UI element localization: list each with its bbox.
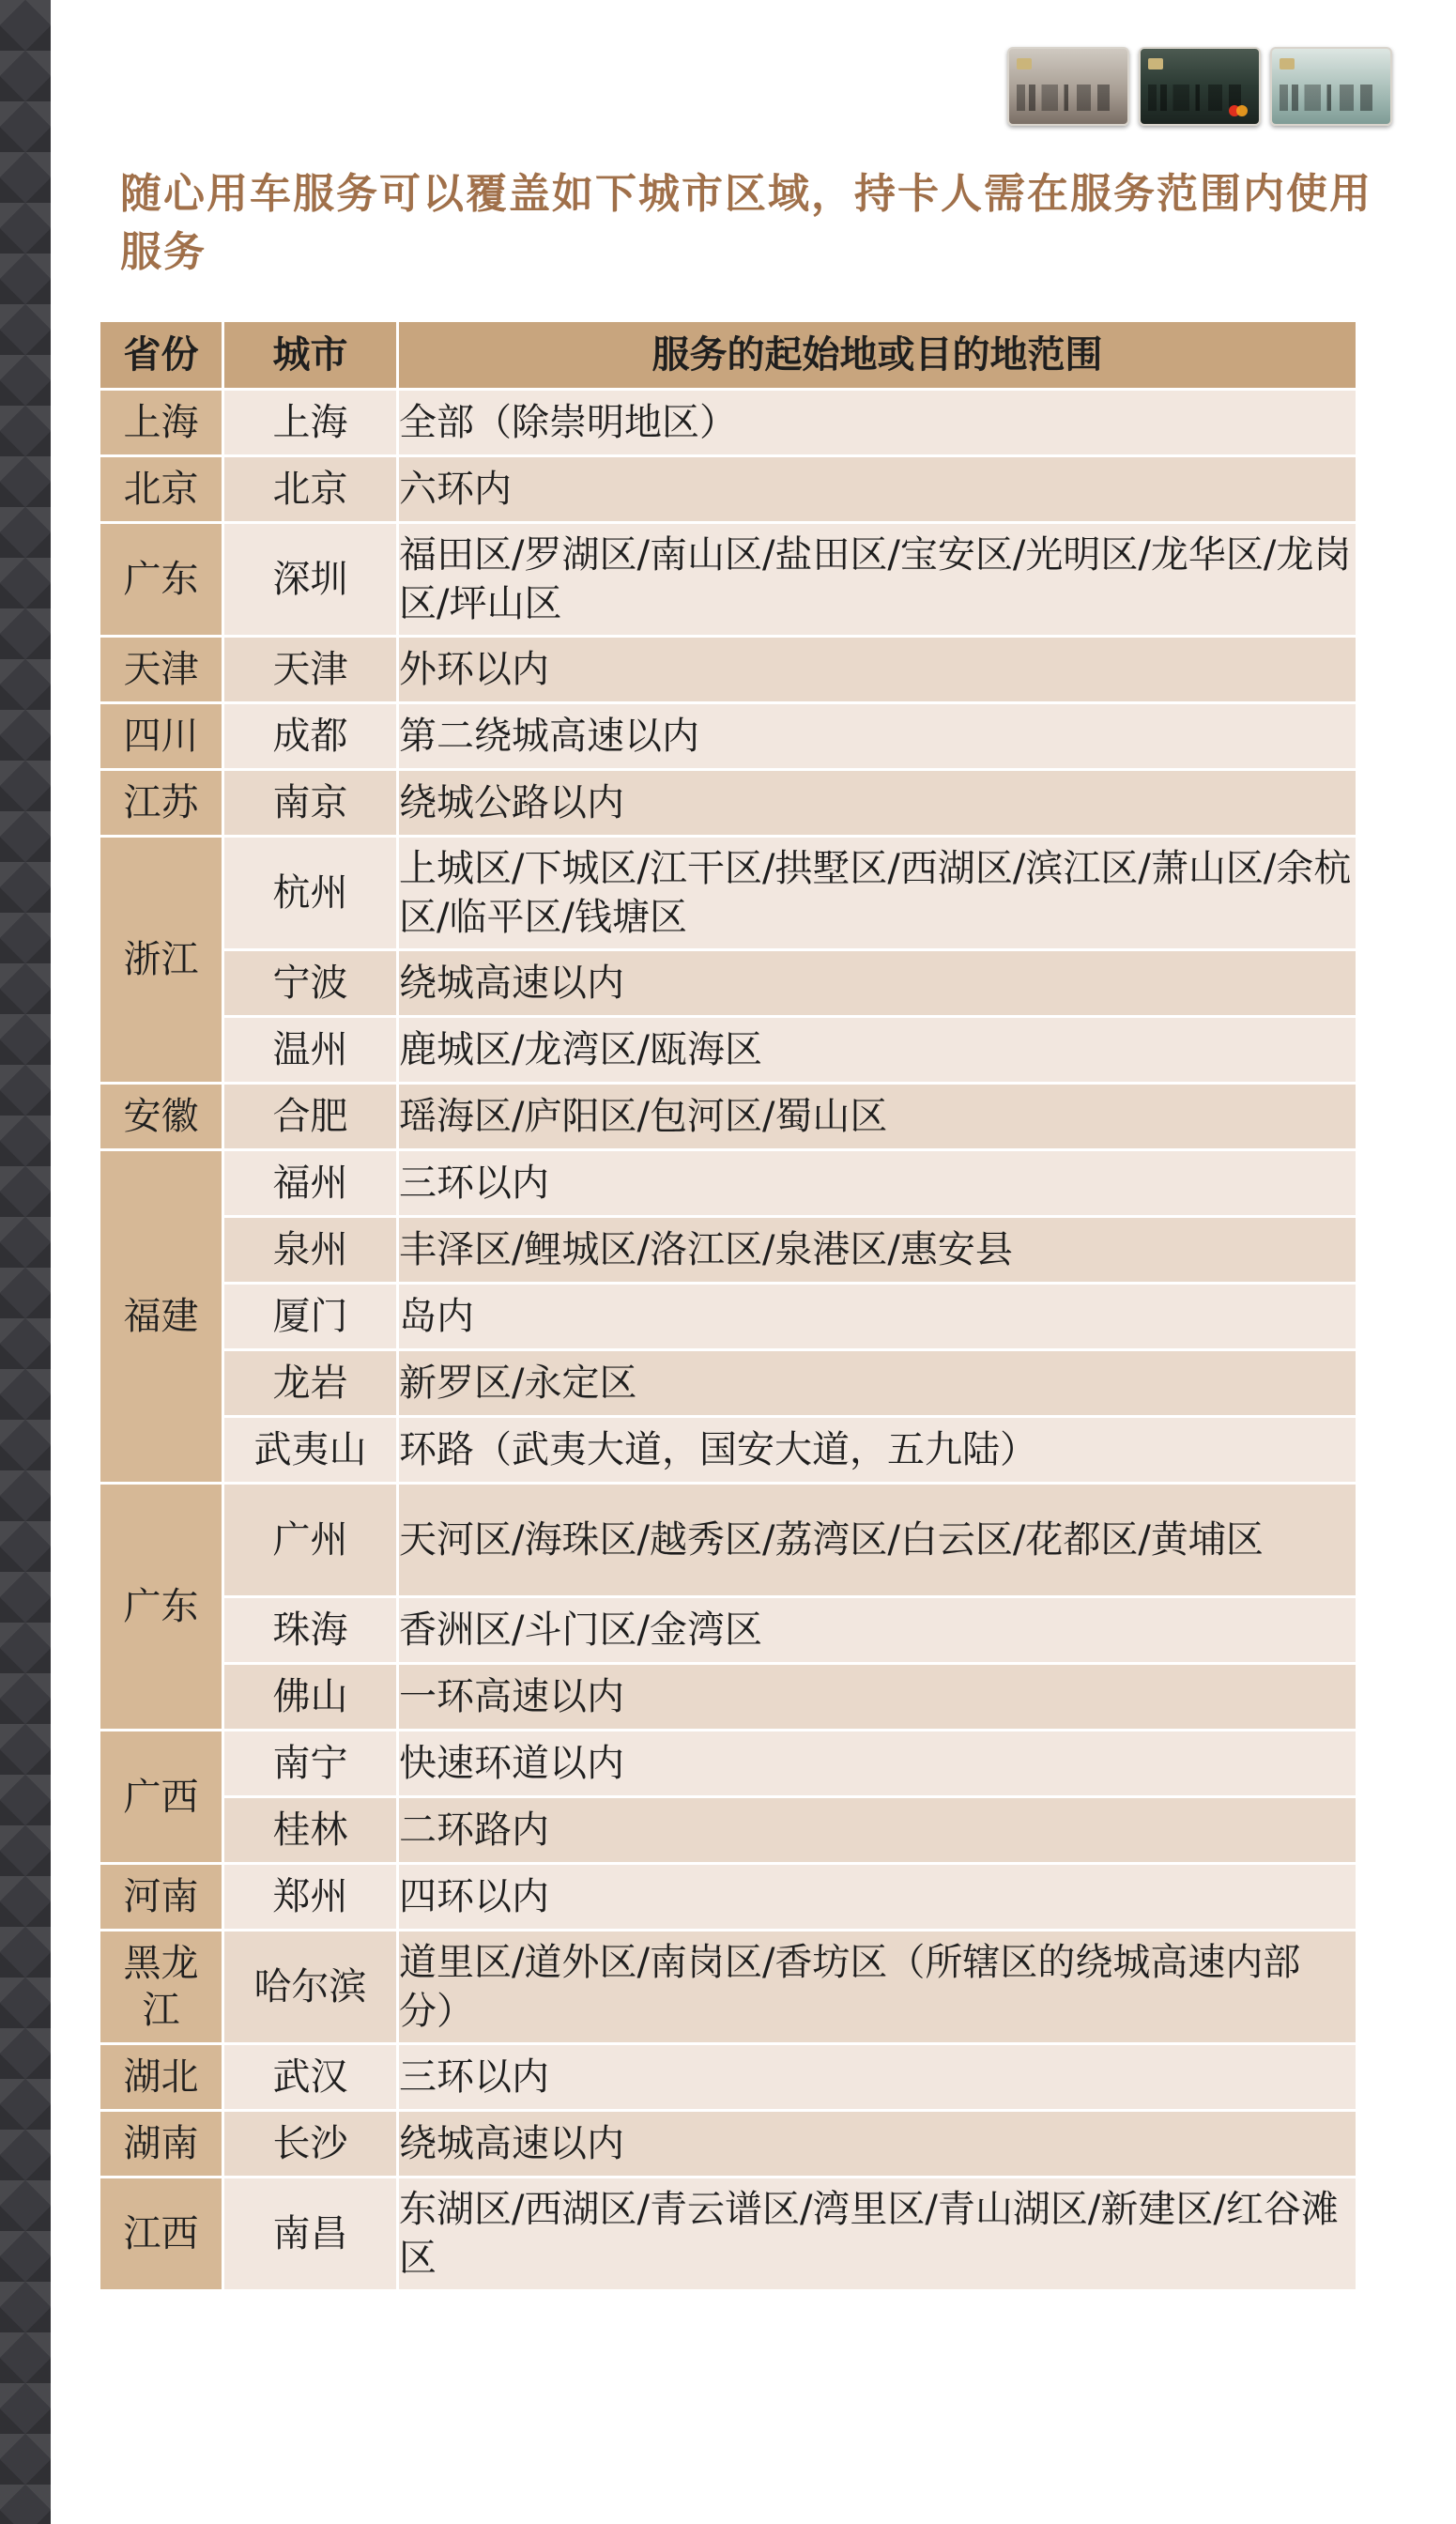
mastercard-logo-icon	[1229, 105, 1249, 116]
area-cell: 全部（除崇明地区）	[398, 390, 1357, 456]
area-cell: 外环以内	[398, 637, 1357, 703]
area-cell: 岛内	[398, 1284, 1357, 1350]
table-row	[100, 1417, 1357, 1484]
header-city: 城市	[223, 321, 398, 390]
city-cell: 合肥	[223, 1084, 398, 1150]
table-row	[100, 523, 1357, 637]
city-cell: 泉州	[223, 1217, 398, 1284]
table-row	[100, 837, 1357, 950]
area-cell: 绕城公路以内	[398, 770, 1357, 837]
city-cell: 佛山	[223, 1664, 398, 1731]
province-cell: 江西	[100, 2178, 223, 2291]
card-thumbnail-2	[1139, 47, 1261, 126]
city-cell: 武汉	[223, 2044, 398, 2111]
table-row	[100, 1084, 1357, 1150]
table-row	[100, 1864, 1357, 1931]
area-cell: 上城区/下城区/江干区/拱墅区/西湖区/滨江区/萧山区/余杭区/临平区/钱塘区	[398, 837, 1357, 950]
area-cell: 绕城高速以内	[398, 2111, 1357, 2178]
province-cell: 湖北	[100, 2044, 223, 2111]
table-row	[100, 703, 1357, 770]
area-cell: 第二绕城高速以内	[398, 703, 1357, 770]
city-cell: 上海	[223, 390, 398, 456]
area-cell: 瑶海区/庐阳区/包河区/蜀山区	[398, 1084, 1357, 1150]
table-row	[100, 1931, 1357, 2044]
province-cell: 河南	[100, 1864, 223, 1931]
city-cell: 成都	[223, 703, 398, 770]
province-cell: 广西	[100, 1731, 223, 1864]
area-cell: 快速环道以内	[398, 1731, 1357, 1797]
table-row	[100, 390, 1357, 456]
area-cell: 福田区/罗湖区/南山区/盐田区/宝安区/光明区/龙华区/龙岗区/坪山区	[398, 523, 1357, 637]
province-cell: 安徽	[100, 1084, 223, 1150]
header-province: 省份	[100, 321, 223, 390]
province-cell: 广东	[100, 1484, 223, 1731]
table-row	[100, 2044, 1357, 2111]
area-cell: 鹿城区/龙湾区/瓯海区	[398, 1017, 1357, 1084]
table-row	[100, 1284, 1357, 1350]
table-row	[100, 2178, 1357, 2291]
table-row	[100, 1731, 1357, 1797]
city-cell: 厦门	[223, 1284, 398, 1350]
table-row	[100, 637, 1357, 703]
province-cell: 湖南	[100, 2111, 223, 2178]
city-cell: 北京	[223, 456, 398, 523]
area-cell: 一环高速以内	[398, 1664, 1357, 1731]
table-body	[100, 390, 1357, 2291]
city-cell: 杭州	[223, 837, 398, 950]
card-thumbnail-3	[1270, 47, 1392, 126]
province-cell: 广东	[100, 523, 223, 637]
city-cell: 珠海	[223, 1597, 398, 1664]
city-cell: 深圳	[223, 523, 398, 637]
intro-heading: 随心用车服务可以覆盖如下城市区域，持卡人需在服务范围内使用服务	[120, 170, 1372, 276]
province-cell: 北京	[100, 456, 223, 523]
table-row	[100, 770, 1357, 837]
table-row	[100, 2111, 1357, 2178]
area-cell: 丰泽区/鲤城区/洛江区/泉港区/惠安县	[398, 1217, 1357, 1284]
table-row	[100, 1664, 1357, 1731]
table-row	[100, 1217, 1357, 1284]
city-cell: 广州	[223, 1484, 398, 1597]
city-cell: 温州	[223, 1017, 398, 1084]
province-cell: 黑龙江	[100, 1931, 223, 2044]
area-cell: 天河区/海珠区/越秀区/荔湾区/白云区/花都区/黄埔区	[398, 1484, 1357, 1597]
province-cell: 浙江	[100, 837, 223, 1084]
city-cell: 武夷山	[223, 1417, 398, 1484]
province-cell: 江苏	[100, 770, 223, 837]
province-cell: 福建	[100, 1150, 223, 1484]
city-cell: 桂林	[223, 1797, 398, 1864]
area-cell: 道里区/道外区/南岗区/香坊区（所辖区的绕城高速内部分）	[398, 1931, 1357, 2044]
table-row	[100, 1017, 1357, 1084]
city-cell: 郑州	[223, 1864, 398, 1931]
area-cell: 东湖区/西湖区/青云谱区/湾里区/青山湖区/新建区/红谷滩区	[398, 2178, 1357, 2291]
city-cell: 南昌	[223, 2178, 398, 2291]
city-cell: 南京	[223, 770, 398, 837]
city-cell: 南宁	[223, 1731, 398, 1797]
area-cell: 香洲区/斗门区/金湾区	[398, 1597, 1357, 1664]
province-cell: 四川	[100, 703, 223, 770]
table-row	[100, 1150, 1357, 1217]
table-row	[100, 1597, 1357, 1664]
table-row	[100, 1350, 1357, 1417]
area-cell: 四环以内	[398, 1864, 1357, 1931]
table-row	[100, 1797, 1357, 1864]
area-cell: 六环内	[398, 456, 1357, 523]
area-cell: 二环路内	[398, 1797, 1357, 1864]
card-thumbnails	[1007, 47, 1392, 126]
city-cell: 天津	[223, 637, 398, 703]
area-cell: 环路（武夷大道，国安大道，五九陆）	[398, 1417, 1357, 1484]
table-row	[100, 1484, 1357, 1597]
area-cell: 新罗区/永定区	[398, 1350, 1357, 1417]
card-thumbnail-1	[1007, 47, 1129, 126]
table-row	[100, 950, 1357, 1017]
province-cell: 上海	[100, 390, 223, 456]
coverage-table	[98, 319, 1358, 2292]
city-cell: 哈尔滨	[223, 1931, 398, 2044]
area-cell: 绕城高速以内	[398, 950, 1357, 1017]
area-cell: 三环以内	[398, 1150, 1357, 1217]
city-cell: 长沙	[223, 2111, 398, 2178]
province-cell: 天津	[100, 637, 223, 703]
table-row	[100, 456, 1357, 523]
area-cell: 三环以内	[398, 2044, 1357, 2111]
header-area: 服务的起始地或目的地范围	[398, 321, 1357, 390]
city-cell: 宁波	[223, 950, 398, 1017]
decorative-side-strip	[0, 0, 51, 2524]
city-cell: 福州	[223, 1150, 398, 1217]
table-header-row	[100, 321, 1357, 390]
city-cell: 龙岩	[223, 1350, 398, 1417]
